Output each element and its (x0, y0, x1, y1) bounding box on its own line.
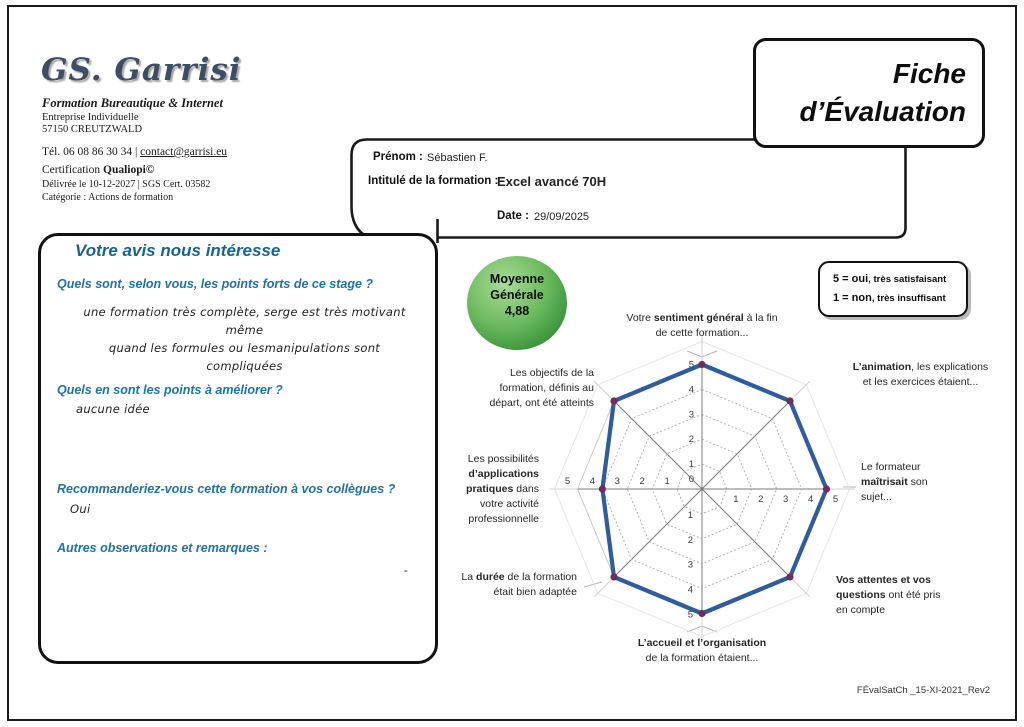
legend-line-5: 5 = oui, très satisfaisant (833, 273, 947, 285)
axis-label-accueil: L’accueil et l’organisation de la formation étaient... (637, 637, 767, 664)
radar-grid (550, 337, 855, 642)
axis-label-animation: L’animation, les explications et les exercices étaient... (852, 361, 989, 388)
svg-text:2: 2 (687, 534, 693, 546)
svg-text:5: 5 (688, 359, 694, 371)
svg-text:3: 3 (614, 476, 620, 487)
company-entity: Entreprise Individuelle (42, 112, 139, 123)
axis-label-objectifs: Les objectifs de la formation, définis au départ, ont été atteints (489, 367, 594, 409)
svg-text:4: 4 (589, 476, 596, 487)
firstname-label: Prénom : (373, 151, 423, 163)
svg-text:4: 4 (687, 584, 693, 596)
sheet-title-line1: Fiche (892, 58, 966, 89)
answer-other-remarks: - (403, 564, 408, 577)
svg-text:2: 2 (639, 476, 645, 487)
course-title-value: Excel avancé 70H (497, 174, 607, 189)
question-other-remarks: Autres observations et remarques : (57, 541, 268, 555)
answer-strong-points: une formation très complète, serge est très motivant même quand les formules ou lesmanipulations sont compliquées (83, 305, 406, 373)
sheet-title-box (753, 38, 985, 148)
svg-text:4: 4 (807, 494, 814, 505)
svg-text:2: 2 (688, 434, 694, 446)
badge-line2: Générale (490, 288, 544, 302)
rating-scale-legend (818, 261, 968, 317)
axis-label-applications: Les possibilités d’applications pratiques dans votre activité professionnelle (466, 453, 539, 525)
company-contact-line[interactable]: Tél. 06 08 86 30 34 | contact@garrisi.eu (42, 146, 228, 158)
feedback-box (38, 233, 438, 664)
axis-label-formateur: Le formateur maîtrisait son sujet... (861, 461, 928, 503)
badge-value: 4,88 (504, 304, 530, 318)
svg-text:0: 0 (688, 474, 694, 485)
question-strong-points: Quels sont, selon vous, les points forts de ce stage ? (57, 277, 374, 291)
svg-text:3: 3 (783, 494, 789, 505)
svg-text:1: 1 (687, 509, 693, 521)
svg-text:5: 5 (832, 494, 839, 505)
axis-label-attentes: Vos attentes et vos questions ont été pris en compte (836, 574, 941, 616)
document-reference: FÉvalSatCh _15-XI-2021_Rev2 (856, 685, 990, 696)
question-improvements: Quels en sont les points à améliorer ? (57, 383, 283, 397)
svg-text:1: 1 (688, 459, 694, 471)
svg-text:4: 4 (688, 384, 694, 396)
axis-label-sentiment: Votre sentiment général à la fin de cette formation... (626, 312, 778, 339)
company-certification: Certification Qualiopi© (42, 164, 155, 176)
company-cert-delivery: Délivrée le 10-12-2027 | SGS Cert. 03582 (42, 179, 211, 190)
svg-text:1: 1 (733, 494, 739, 505)
svg-text:1: 1 (664, 476, 670, 487)
svg-text:3: 3 (688, 409, 694, 421)
company-cert-category: Catégorie : Actions de formation (42, 192, 174, 203)
badge-line1: Moyenne (489, 272, 545, 286)
date-label: Date : (497, 210, 529, 222)
axis-label-duree: La durée de la formation était bien adaptée (461, 571, 577, 598)
answer-improvements: aucune idée (76, 402, 150, 416)
company-tagline: Formation Bureautique & Internet (42, 96, 223, 110)
answer-recommend: Oui (70, 502, 91, 516)
firstname-value: Sébastien F. (427, 152, 488, 164)
label-leader-lines (584, 351, 856, 632)
feedback-title: Votre avis nous intéresse (75, 241, 281, 260)
date-value: 29/09/2025 (534, 211, 590, 223)
question-recommend: Recommanderiez-vous cette formation à vos collègues ? (57, 482, 396, 496)
sheet-title-line2: d’Évaluation (799, 96, 966, 127)
company-logo: GS. Garrisi (41, 52, 242, 88)
svg-text:3: 3 (687, 559, 693, 571)
legend-line-1: 1 = non, très insuffisant (833, 292, 946, 304)
svg-text:5: 5 (564, 476, 571, 487)
svg-text:2: 2 (758, 494, 764, 505)
course-title-label: Intitulé de la formation : (368, 175, 499, 187)
company-city: 57150 CREUTZWALD (42, 124, 143, 135)
svg-text:5: 5 (687, 609, 693, 621)
